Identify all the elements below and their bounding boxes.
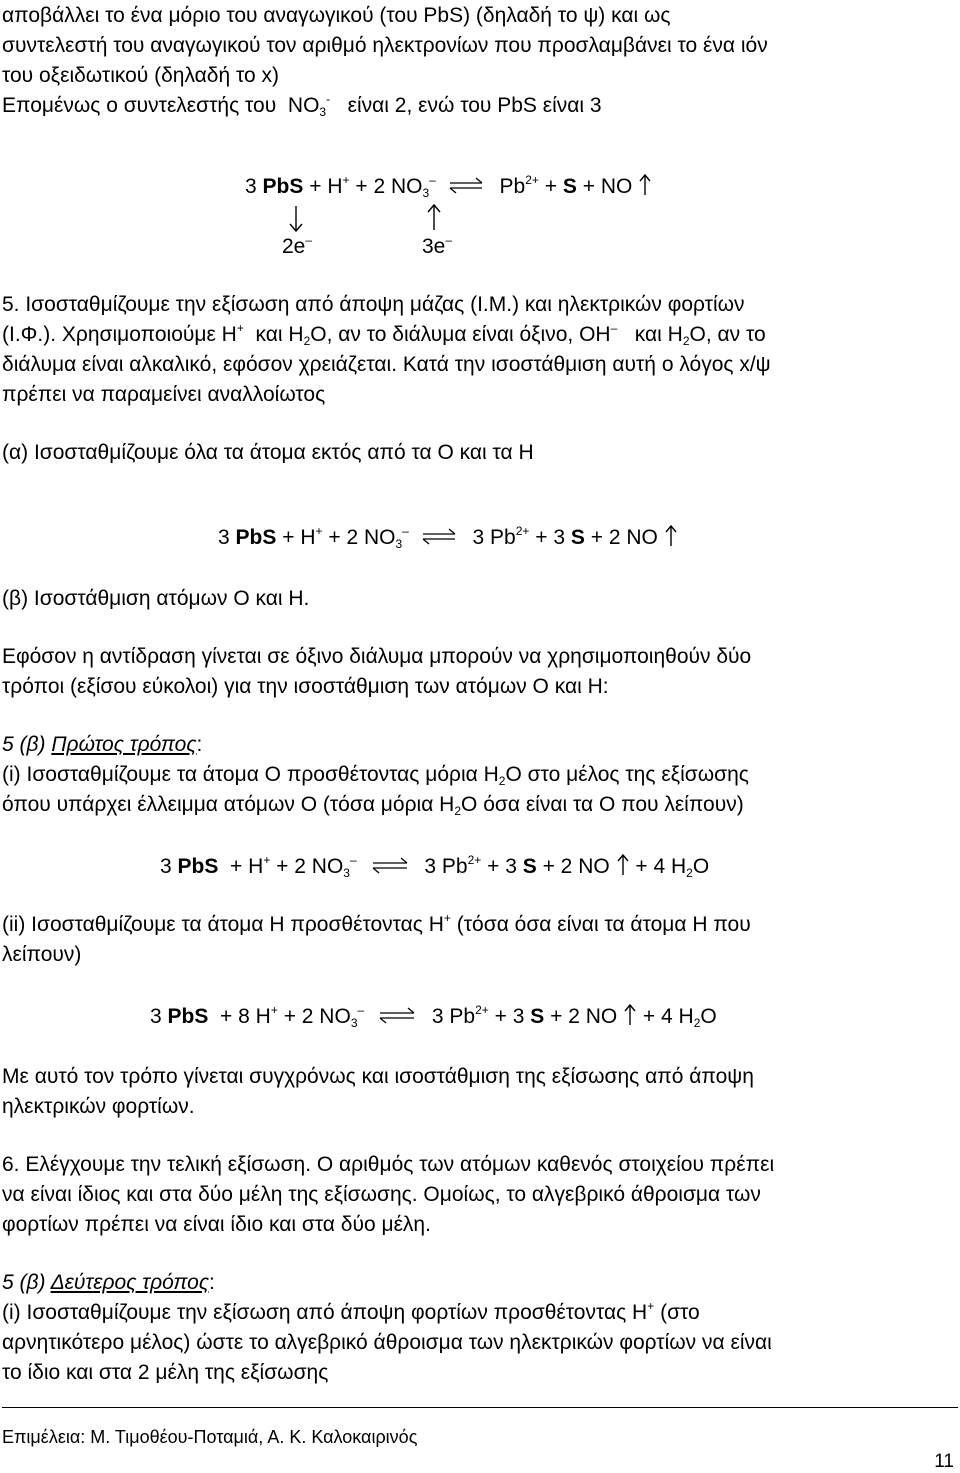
equilibrium-arrow-icon	[370, 1007, 426, 1025]
superscript: +	[443, 911, 451, 925]
up-arrow-icon	[623, 1002, 637, 1026]
superscript: +	[315, 524, 323, 538]
text-line: του οξειδωτικού (δηλαδή το x)	[2, 64, 279, 87]
text: (i) Ισοσταθμίζουμε την εξίσωση από άποψη φορτίων προσθέτοντας H	[2, 1301, 648, 1324]
text: διάλυμα είναι αλκαλικό, εφόσον χρειάζεται.	[2, 353, 398, 376]
formula: + H	[282, 526, 316, 549]
page-number: 11	[934, 1451, 954, 1472]
text-line	[2, 1184, 956, 1205]
coef: 3	[160, 855, 172, 878]
text-line: λείπουν)	[2, 943, 82, 966]
text: (i) Ισοσταθμίζουμε τα άτομα Ο προσθέτοντας μόρια H	[2, 763, 499, 786]
superscript: –	[610, 321, 618, 335]
coef: 3	[245, 175, 257, 198]
formula: PbS	[167, 1005, 209, 1028]
text-line	[2, 1066, 956, 1087]
text-line: φορτίων πρέπει να είναι ίδιο και στα δύο μέλη.	[2, 1213, 431, 1236]
text: Με αυτό τον τρόπο γίνεται συγχρόνως και ισοστάθμιση της εξίσωσης από άποψη	[2, 1065, 754, 1088]
superscript: –	[402, 524, 409, 538]
text-line	[2, 92, 602, 119]
formula: 3 Pb	[431, 1005, 476, 1028]
formula: 2e	[282, 235, 306, 258]
text: (Ι.Φ.). Χρησιμοποιούμε H	[2, 323, 237, 346]
up-arrow-icon	[616, 852, 630, 876]
text-line	[2, 763, 956, 788]
formula: Pb	[499, 175, 526, 198]
text-line: πρέπει να παραμείνει αναλλοίωτος	[2, 383, 326, 406]
formula: NO	[287, 94, 320, 117]
equation-1	[245, 172, 652, 200]
up-arrow-icon	[664, 523, 678, 547]
formula: PbS	[177, 855, 219, 878]
operator: + 3	[487, 855, 517, 878]
formula: + 4 H	[642, 1005, 694, 1028]
text: αποβάλλει το ένα μόριο του αναγωγικού (του PbS) (δηλαδή το ψ) και ως	[2, 4, 671, 27]
subscript: 3	[319, 105, 327, 119]
formula: + H	[230, 855, 264, 878]
text-line: (α) Ισοσταθμίζουμε όλα τα άτομα εκτός από τα Ο και τα Η	[2, 441, 534, 464]
text-line: συντελεστή του αναγωγικού τον αριθμό ηλεκτρονίων που προσλαμβάνει το ένα ιόν	[2, 34, 768, 57]
text: (ii) Ισοσταθμίζουμε τα άτομα Η προσθέτοντας H	[2, 913, 444, 936]
formula: + 2 NO	[550, 1005, 618, 1028]
text: και H	[634, 323, 683, 346]
superscript: +	[236, 321, 244, 335]
formula: + 2 NO	[283, 1005, 351, 1028]
text-line	[2, 1332, 956, 1353]
text-line	[2, 1299, 956, 1324]
operator: + 3	[494, 1005, 525, 1028]
text-line	[2, 734, 202, 755]
text-line	[2, 321, 766, 348]
equilibrium-arrow-icon	[363, 857, 419, 875]
electrons-lost	[282, 233, 313, 258]
formula: + 2 NO	[276, 855, 344, 878]
text-line	[2, 354, 771, 375]
text: :	[209, 1271, 215, 1294]
text-line: το ίδιο και στα 2 μέλη της εξίσωσης	[2, 1361, 329, 1384]
formula: S	[570, 526, 585, 549]
superscript: +	[270, 1003, 278, 1017]
text: (τόσα όσα είναι τα άτομα Η που	[456, 913, 751, 936]
equation-3	[160, 852, 710, 880]
footer-divider	[2, 1407, 958, 1408]
subscript: 3	[422, 186, 430, 200]
superscript: –	[305, 233, 313, 247]
text-line	[2, 5, 956, 26]
text-line	[2, 793, 744, 818]
text-line: ηλεκτρικών φορτίων.	[2, 1095, 195, 1118]
superscript: +	[263, 853, 271, 867]
text: Επομένως ο συντελεστής του	[2, 94, 277, 117]
text-line: (β) Ισοστάθμιση ατόμων Ο και Η.	[2, 587, 310, 610]
formula: + 2 NO	[590, 526, 658, 549]
text-line: 5. Ισοσταθμίζουμε την εξίσωση από άποψη μάζας (Ι.Μ.) και ηλεκτρικών φορτίων	[2, 293, 745, 316]
superscript: –	[357, 1003, 365, 1017]
text-line	[2, 646, 956, 667]
text: αρνητικότερο μέλος) ώστε το αλγεβρικό άθροισμα των ηλεκτρικών φορτίων να είναι	[2, 1331, 772, 1354]
formula: + 2 NO	[542, 855, 610, 878]
subscript: 2	[686, 866, 693, 880]
text: :	[196, 733, 203, 756]
electrons-gained	[422, 233, 453, 258]
text: όπου υπάρχει έλλειμμα ατόμων Ο (τόσα μόρια H	[2, 793, 455, 816]
text: Εφόσον η αντίδραση γίνεται σε όξινο διάλυμα μπορούν να χρησιμοποιηθούν δύο	[2, 645, 752, 668]
formula: PbS	[235, 526, 277, 549]
text-line: τρόποι (εξίσου εύκολοι) για την ισοστάθμιση των ατόμων Ο και Η:	[2, 675, 609, 698]
subscript: 3	[343, 866, 350, 880]
superscript: 2+	[525, 173, 539, 187]
text: 5 (β)	[2, 733, 46, 756]
text: είναι 2, ενώ του PbS είναι 3	[347, 94, 602, 117]
text-line	[2, 1272, 215, 1293]
heading: Πρώτος τρόπος	[51, 733, 197, 756]
superscript: 2+	[467, 853, 482, 867]
superscript: +	[342, 173, 350, 187]
superscript: +	[647, 1299, 655, 1313]
superscript: –	[429, 173, 436, 187]
coef: 3	[150, 1005, 162, 1028]
heading: Δεύτερος τρόπος	[50, 1271, 210, 1294]
formula: O	[692, 855, 710, 878]
formula: + 8 H	[220, 1005, 271, 1028]
text: (στο	[660, 1301, 700, 1324]
up-arrow-icon	[424, 202, 444, 232]
text: 5 (β)	[2, 1271, 46, 1294]
equilibrium-arrow-icon	[442, 177, 494, 195]
formula: PbS	[262, 175, 304, 198]
superscript: 2+	[515, 524, 530, 538]
text: O όσα είναι τα Ο που λείπουν)	[461, 793, 744, 816]
formula: 3e	[422, 235, 446, 258]
operator: +	[544, 175, 558, 198]
formula: S	[522, 855, 537, 878]
formula: + NO	[582, 175, 633, 198]
text: 6. Ελέγχουμε την τελική εξίσωση. Ο αριθμός των ατόμων καθενός στοιχείου πρέπει	[2, 1153, 775, 1176]
text-line	[2, 1154, 956, 1175]
footer-credit: Επιμέλεια: Μ. Τιμοθέου-Ποταμιά, Α. Κ. Καλοκαιρινός	[2, 1427, 418, 1447]
subscript: 3	[395, 537, 403, 551]
formula: 3 Pb	[472, 526, 516, 549]
coef: 3	[218, 526, 230, 549]
superscript: -	[326, 92, 331, 106]
text: O, αν το	[689, 323, 766, 346]
formula: S	[562, 175, 577, 198]
down-arrow-icon	[286, 204, 306, 234]
subscript: 3	[350, 1016, 358, 1030]
formula: O	[700, 1005, 717, 1028]
superscript: –	[349, 853, 357, 867]
subscript: 2	[498, 774, 506, 788]
formula: + H	[309, 175, 343, 198]
superscript: –	[445, 233, 453, 247]
subscript: 2	[693, 1016, 701, 1030]
subscript: 2	[454, 804, 462, 818]
equilibrium-arrow-icon	[415, 528, 467, 546]
equation-2	[218, 523, 678, 551]
text: Κατά την ισοστάθμιση αυτή ο λόγος x/ψ	[402, 353, 771, 376]
formula: 3 Pb	[424, 855, 468, 878]
text: να είναι ίδιος και στα δύο μέλη της εξίσωσης. Ομοίως, το αλγεβρικό άθροισμα των	[2, 1183, 761, 1206]
superscript: 2+	[475, 1003, 489, 1017]
text: O, αν το διάλυμα είναι όξινο, OH	[310, 323, 611, 346]
up-arrow-icon	[638, 172, 652, 196]
text-line	[2, 911, 956, 936]
equation-4	[150, 1002, 717, 1030]
formula: + 2 NO	[328, 526, 396, 549]
subscript: 2	[303, 334, 311, 348]
formula: + 4 H	[635, 855, 687, 878]
subscript: 2	[682, 334, 690, 348]
operator: + 3	[535, 526, 566, 549]
formula: S	[530, 1005, 545, 1028]
text: O στο μέλος της εξίσωσης	[505, 763, 749, 786]
text: και H	[255, 323, 304, 346]
formula: + 2 NO	[355, 175, 423, 198]
